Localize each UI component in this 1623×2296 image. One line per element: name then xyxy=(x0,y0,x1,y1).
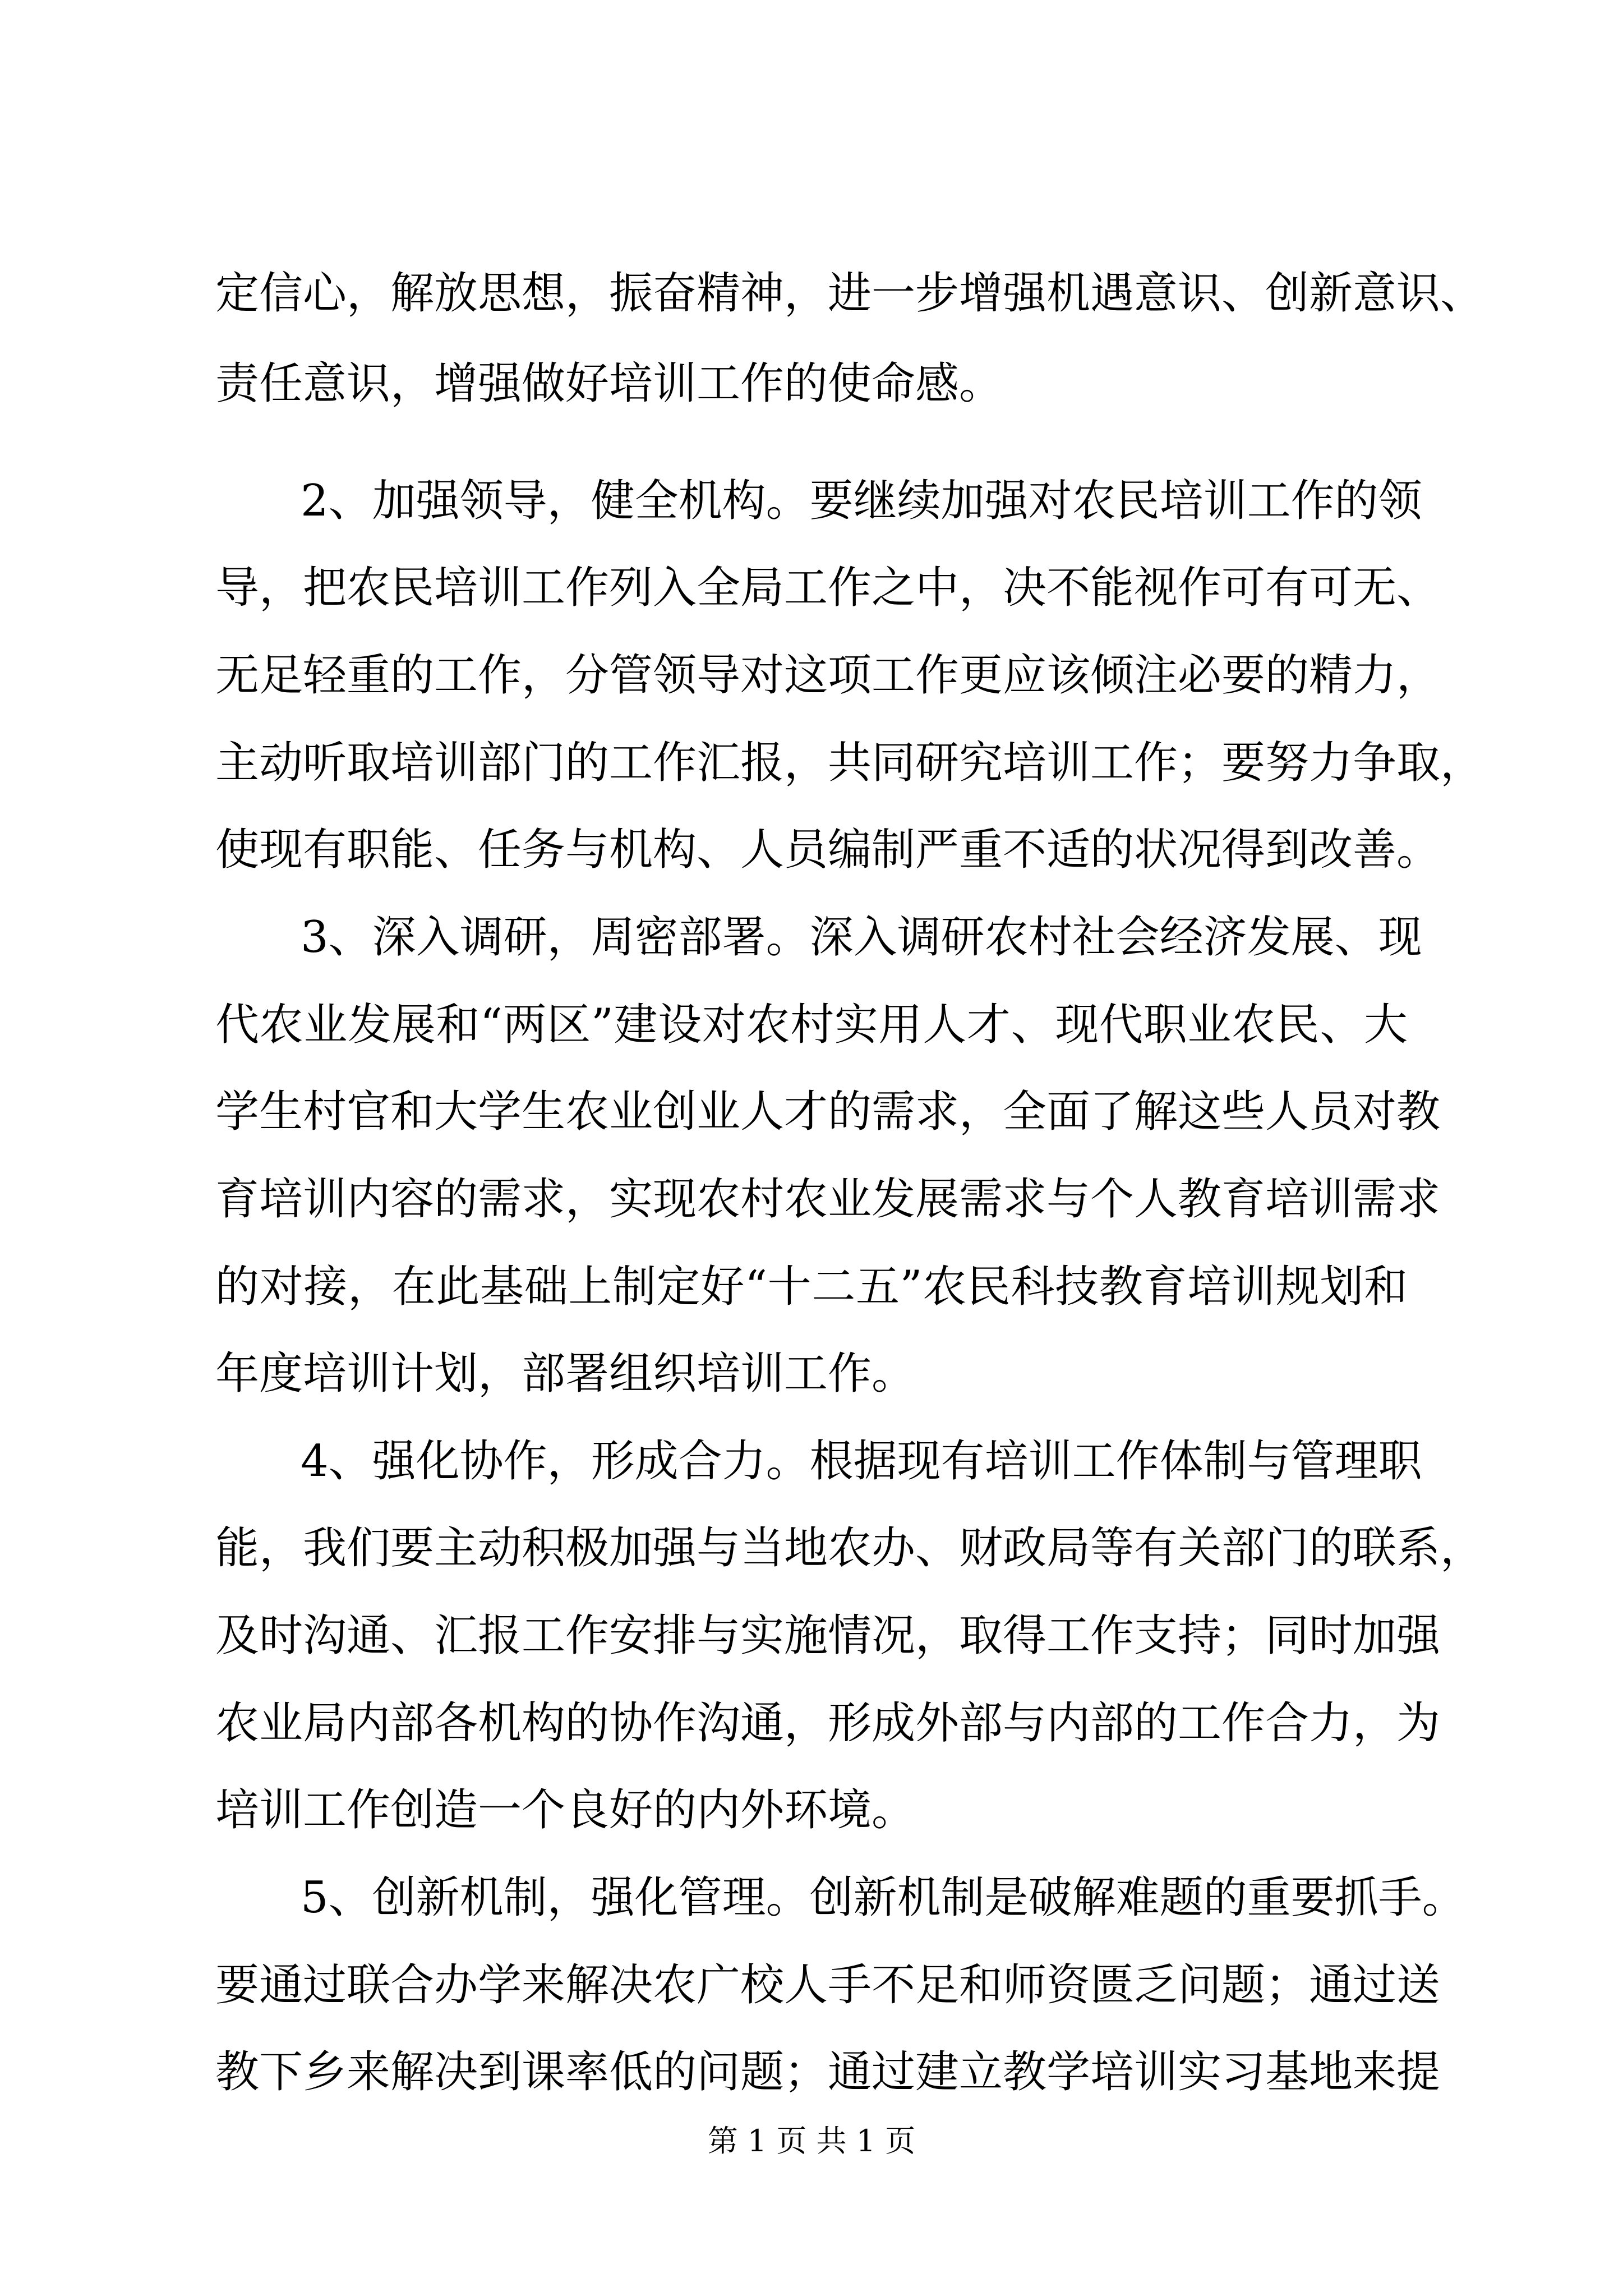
text-line: 能，我们要主动积极加强与当地农办、财政局等有关部门的联系， xyxy=(215,1523,1484,1573)
text-line: 育培训内容的需求，实现农村农业发展需求与个人教育培训需求 xyxy=(215,1174,1441,1225)
text-line: 导，把农民培训工作列入全局工作之中，决不能视作可有可无、 xyxy=(215,563,1441,613)
paragraph-4-first-line: 4、强化协作，形成合力。根据现有培训工作体制与管理职 xyxy=(301,1436,1422,1487)
page-footer: 第 1 页 共 1 页 xyxy=(707,2123,916,2159)
paragraph-5-first-line: 5、创新机制，强化管理。创新机制是破解难题的重要抓手。 xyxy=(301,1872,1466,1923)
text-line: 定信心，解放思想，振奋精神，进一步增强机遇意识、创新意识、 xyxy=(215,268,1484,319)
text-line: 代农业发展和“两区”建设对农村实用人才、现代职业农民、大 xyxy=(215,1000,1408,1050)
text-line: 年度培训计划，部署组织培训工作。 xyxy=(215,1349,916,1399)
text-line: 培训工作创造一个良好的内外环境。 xyxy=(215,1785,916,1835)
paragraph-3-first-line: 3、深入调研，周密部署。深入调研农村社会经济发展、现 xyxy=(301,912,1422,963)
text-line: 主动听取培训部门的工作汇报，共同研究培训工作；要努力争取， xyxy=(215,738,1484,788)
text-line: 要通过联合办学来解决农广校人手不足和师资匮乏问题；通过送 xyxy=(215,1960,1441,2010)
text-line: 无足轻重的工作，分管领导对这项工作更应该倾注必要的精力， xyxy=(215,650,1441,701)
text-line: 学生村官和大学生农业创业人才的需求，全面了解这些人员对教 xyxy=(215,1087,1441,1137)
text-line: 及时沟通、汇报工作安排与实施情况，取得工作支持；同时加强 xyxy=(215,1611,1441,1661)
text-line: 责任意识，增强做好培训工作的使命感。 xyxy=(215,358,1003,409)
text-line: 使现有职能、任务与机构、人员编制严重不适的状况得到改善。 xyxy=(215,825,1441,875)
text-line: 的对接，在此基础上制定好“十二五”农民科技教育培训规划和 xyxy=(215,1262,1408,1312)
paragraph-2-first-line: 2、加强领导，健全机构。要继续加强对农民培训工作的领 xyxy=(301,476,1422,526)
text-line: 教下乡来解决到课率低的问题；通过建立教学培训实习基地来提 xyxy=(215,2047,1441,2097)
text-line: 农业局内部各机构的协作沟通，形成外部与内部的工作合力，为 xyxy=(215,1698,1441,1749)
